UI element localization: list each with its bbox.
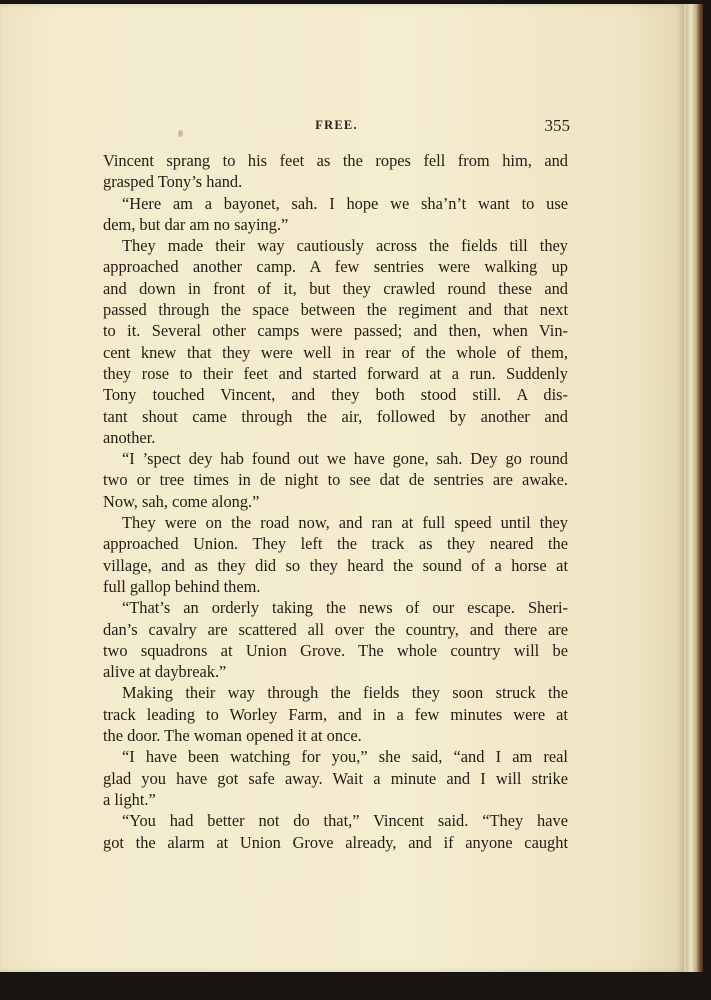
running-head: [103, 116, 570, 138]
text-line: Vincent sprang to his feet as the ropes fell from him, and: [103, 151, 568, 170]
text-line: another.: [103, 427, 156, 447]
text-line: two squadrons at Union Grove. The whole country will be: [103, 640, 568, 660]
text-line: village, and as they did so they heard the sound of a horse at: [103, 555, 568, 575]
text-line: tant shout came through the air, followed by another and: [103, 406, 568, 426]
text-line: “Here am a bayonet, sah. I hope we sha’n’t want to use: [122, 193, 568, 213]
text-line: grasped Tony’s hand.: [103, 172, 243, 192]
text-line: full gallop behind them.: [103, 576, 261, 596]
text-line: the door. The woman opened it at once.: [103, 726, 362, 746]
text-line: They made their way cautiously across the fields till they: [122, 236, 568, 256]
text-line: two or tree times in de night to see dat de sentries are awake.: [103, 470, 568, 490]
text-line: Now, sah, come along.”: [103, 491, 260, 511]
page-number: 355: [544, 116, 570, 135]
text-line: They were on the road now, and ran at full speed until they: [122, 513, 568, 533]
book-page: [0, 4, 684, 972]
text-line: track leading to Worley Farm, and in a few minutes were at: [103, 704, 568, 724]
text-line: they rose to their feet and started forward at a run. Suddenly: [103, 363, 568, 383]
text-line: passed through the space between the regiment and that next: [103, 300, 568, 320]
text-line: “I have been watching for you,” she said, “and I am real: [122, 747, 568, 767]
text-line: cent knew that they were well in rear of the whole of them,: [103, 342, 568, 362]
text-line: alive at daybreak.”: [103, 662, 227, 682]
text-line: “That’s an orderly taking the news of our escape. Sheri-: [122, 598, 568, 618]
text-line: and down in front of it, but they crawled round these and: [103, 278, 568, 298]
text-line: approached Union. They left the track as they neared the: [103, 534, 568, 554]
text-line: a light.”: [103, 789, 156, 809]
text-line: dem, but dar am no saying.”: [103, 214, 289, 234]
text-line: “You had better not do that,” Vincent said. “They have: [122, 811, 568, 831]
text-line: to it. Several other camps were passed; and then, when Vin-: [103, 321, 568, 341]
text-line: “I ’spect dey hab found out we have gone, sah. Dey go round: [122, 449, 568, 469]
text-line: glad you have got safe away. Wait a minute and I will strike: [103, 768, 568, 788]
body-text: [103, 150, 568, 853]
text-line: dan’s cavalry are scattered all over the country, and there are: [103, 619, 568, 639]
text-line: Tony touched Vincent, and they both stood still. A dis-: [103, 385, 568, 405]
text-line: Making their way through the fields they soon struck the: [122, 683, 568, 703]
text-line: got the alarm at Union Grove already, and if anyone caught: [103, 832, 568, 852]
text-line: approached another camp. A few sentries were walking up: [103, 257, 568, 277]
chapter-title: FREE.: [315, 118, 358, 132]
